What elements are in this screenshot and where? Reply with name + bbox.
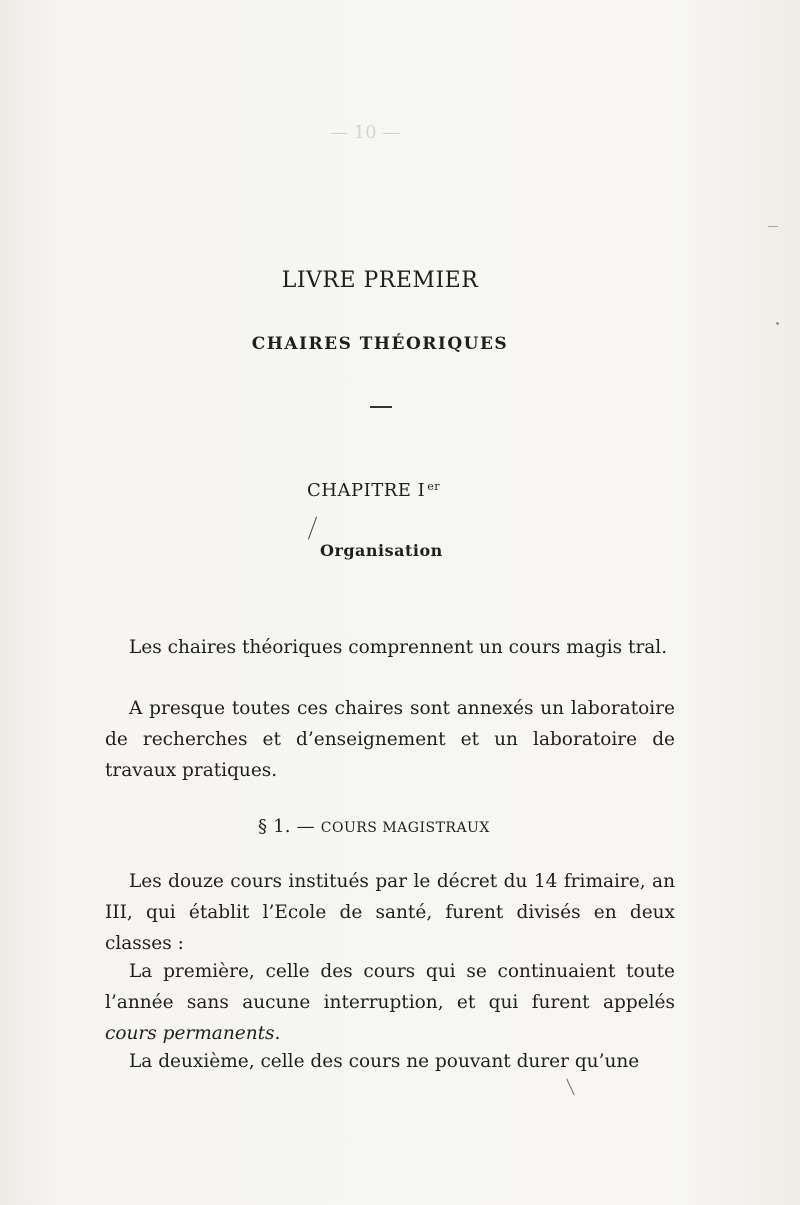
section-number: § 1. — [258,816,315,837]
book-title: LIVRE PREMIER [281,268,479,293]
title-divider [370,406,392,408]
paragraph-4-italic: cours permanents [105,1023,275,1044]
paragraph-5: La deuxième, celle des cours ne pouvant durer qu’une [129,1051,640,1072]
chapter-title-text: CHAPITRE I [307,480,426,501]
paragraph-1: Les chaires théoriques comprennent un cours magis tral. [129,637,668,658]
part-title: CHAIRES THÉORIQUES [251,334,509,354]
paragraph-3: Les douze cours institués par le décret du 14 frimaire, an III, qui établit l’Ecole de santé, furent divisés en deux classes : [105,871,675,954]
faint-page-number: — 10 — [330,122,401,143]
paragraph-4-end: . [274,1023,281,1044]
handwritten-slash-mark [308,517,317,540]
chapter-title-superscript: er [427,480,441,493]
paragraph-2: A presque toutes ces chaires sont annexés un laboratoire de recherches et d’enseignement et un laboratoire de travaux pratiques. [105,698,675,781]
chapter-subtitle: Organisation [320,541,443,560]
section-title: COURS MAGISTRAUX [320,820,490,836]
pen-tick-mark [566,1079,575,1096]
page-edge-dot [776,322,779,325]
paragraph-4 [105,956,675,1049]
chapter-title [307,480,440,501]
paragraph-4-start: La première, celle des cours qui se continuaient toute l’année sans aucune interruption, et qui furent appelés [105,961,675,1013]
section-heading [258,816,490,837]
page-edge-mark [768,226,778,227]
